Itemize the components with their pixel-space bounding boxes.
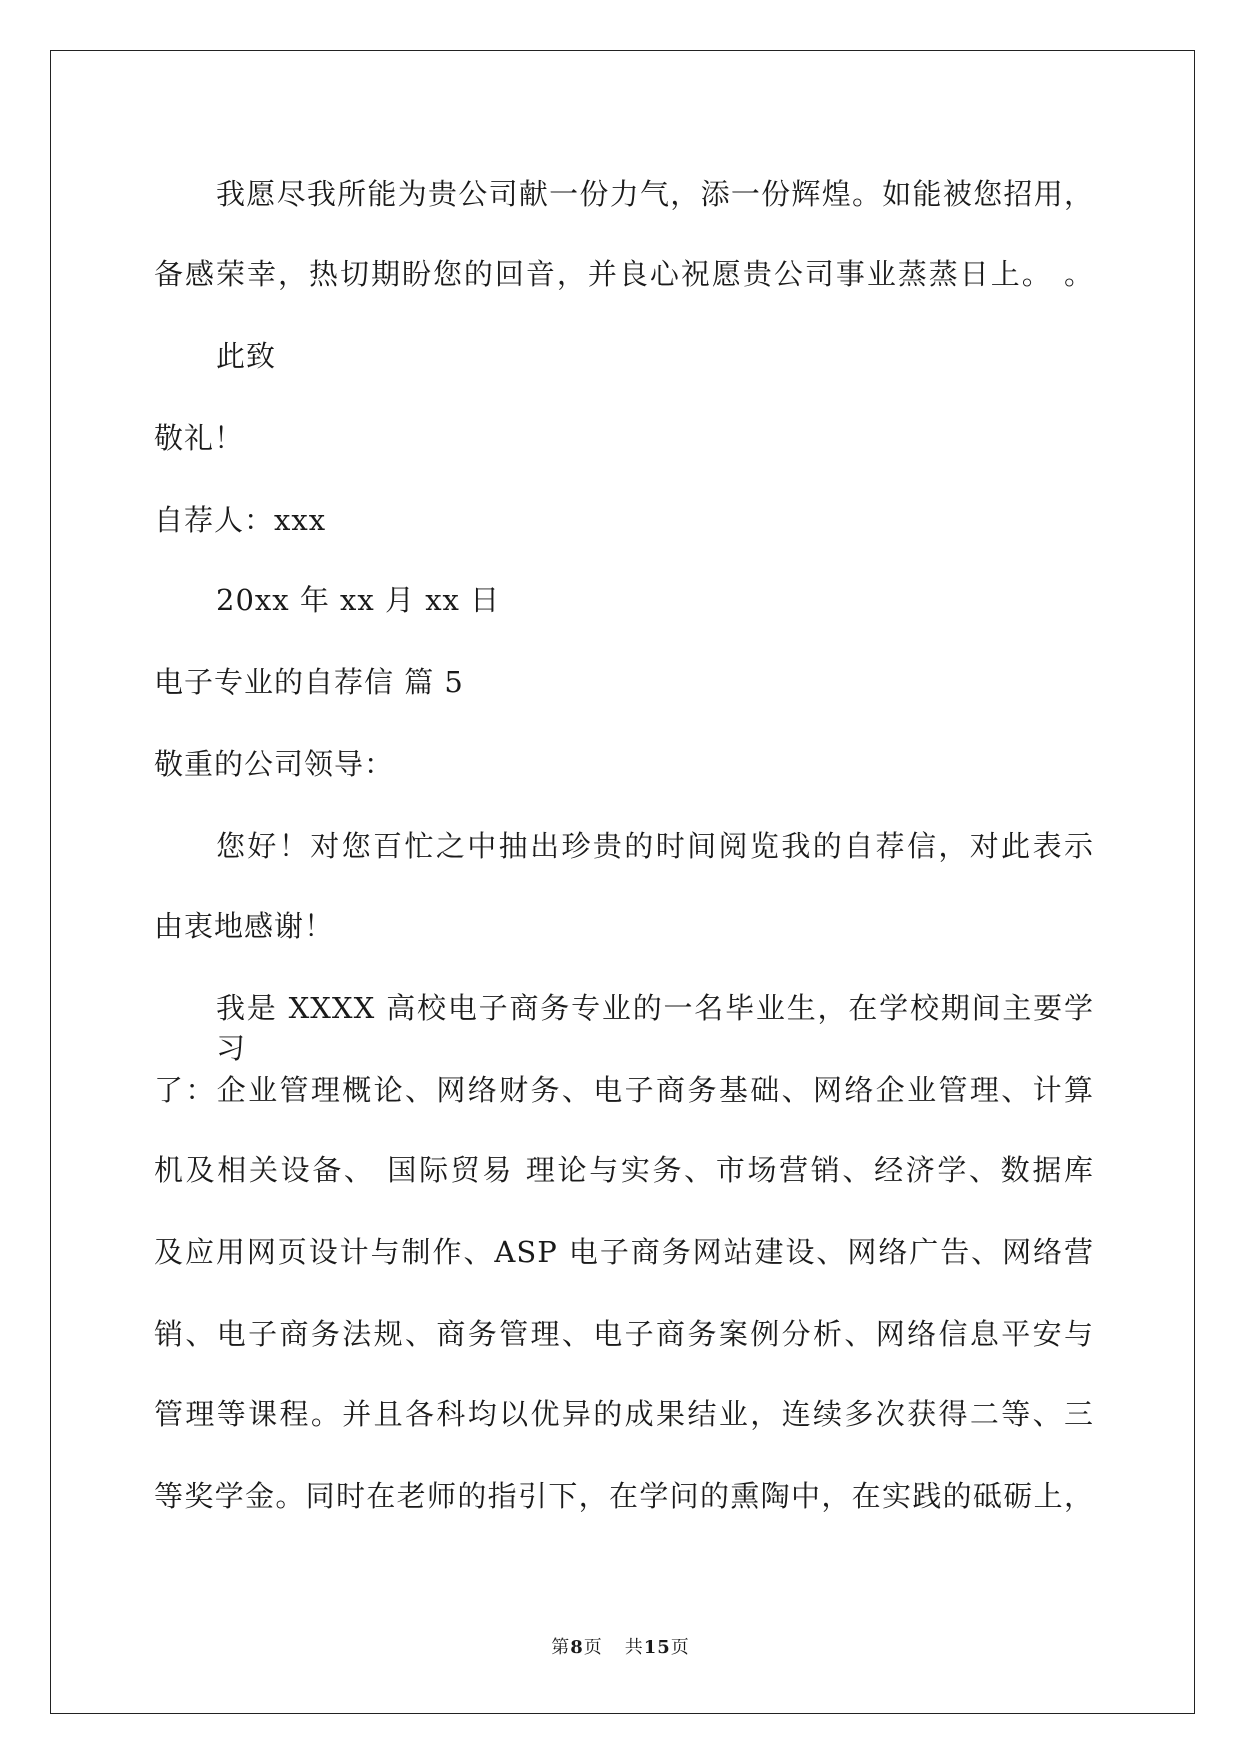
paragraph-line-10: 管理等课程。并且各科均以优异的成果结业，连续多次获得二等、三 — [154, 1397, 1094, 1431]
paragraph-line-8: 及应用网页设计与制作、ASP 电子商务网站建设、网络广告、网络营 — [154, 1235, 1094, 1269]
date-line: 20xx 年 xx 月 xx 日 — [216, 583, 501, 617]
footer-page-unit: 页 — [583, 1637, 603, 1658]
page-footer — [0, 1636, 1241, 1660]
paragraph-line-4: 由衷地感谢！ — [154, 909, 335, 943]
greeting-line: 敬重的公司领导： — [154, 747, 395, 781]
paragraph-line-6: 了：企业管理概论、网络财务、电子商务基础、网络企业管理、计算 — [154, 1073, 1094, 1107]
closing-respect: 敬礼！ — [154, 421, 245, 455]
footer-page-number: 8 — [570, 1637, 584, 1658]
footer-page-prefix: 第 — [551, 1637, 571, 1658]
paragraph-line-3: 您好！对您百忙之中抽出珍贵的时间阅览我的自荐信，对此表示 — [216, 829, 1094, 863]
paragraph-line-7: 机及相关设备、 国际贸易 理论与实务、市场营销、经济学、数据库 — [154, 1153, 1094, 1187]
footer-total-unit: 页 — [670, 1637, 690, 1658]
page-border — [50, 50, 1195, 1714]
closing-salutation: 此致 — [216, 339, 277, 373]
paragraph-line-5: 我是 XXXX 高校电子商务专业的一名毕业生，在学校期间主要学习 — [216, 991, 1094, 1065]
paragraph-line-9: 销、电子商务法规、商务管理、电子商务案例分析、网络信息平安与 — [154, 1317, 1094, 1351]
paragraph-line-1: 我愿尽我所能为贵公司献一份力气，添一份辉煌。如能被您招用， — [216, 177, 1094, 211]
footer-total-pages: 15 — [643, 1637, 671, 1658]
paragraph-line-2: 备感荣幸，热切期盼您的回音，并良心祝愿贵公司事业蒸蒸日上。 。 — [154, 257, 1094, 291]
footer-total-prefix: 共 — [624, 1637, 644, 1658]
section-heading: 电子专业的自荐信 篇 5 — [154, 665, 464, 699]
signature-line: 自荐人：xxx — [154, 503, 327, 537]
paragraph-line-11: 等奖学金。同时在老师的指引下，在学问的熏陶中，在实践的砥砺上， — [154, 1479, 1094, 1513]
